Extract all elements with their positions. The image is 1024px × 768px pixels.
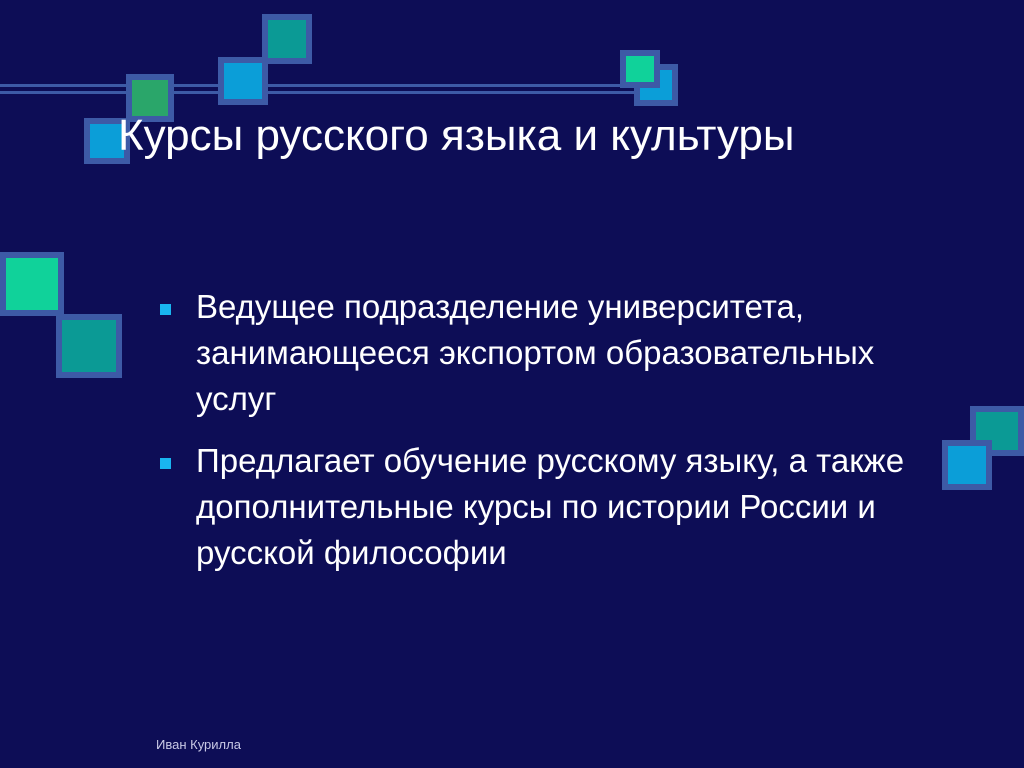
bullet-text: Ведущее подразделение университета, занимающееся экспортом образовательных услуг [196, 288, 875, 417]
bullet-item [160, 438, 940, 576]
bullet-list [160, 284, 940, 592]
bullet-text: Предлагает обучение русскому языку, а также дополнительные курсы по истории России и русской философии [196, 442, 905, 571]
decorative-square [218, 57, 268, 105]
decorative-square [942, 440, 992, 490]
decorative-square [262, 14, 312, 64]
decorative-square [0, 252, 64, 316]
square-bullet-icon [160, 304, 171, 315]
decorative-line [0, 84, 640, 94]
bullet-item [160, 284, 940, 422]
slide-title: Курсы русского языка и культуры [118, 111, 795, 160]
slide-footer-author: Иван Курилла [156, 737, 241, 752]
decorative-square [56, 314, 122, 378]
decorative-square [620, 50, 660, 88]
square-bullet-icon [160, 458, 171, 469]
